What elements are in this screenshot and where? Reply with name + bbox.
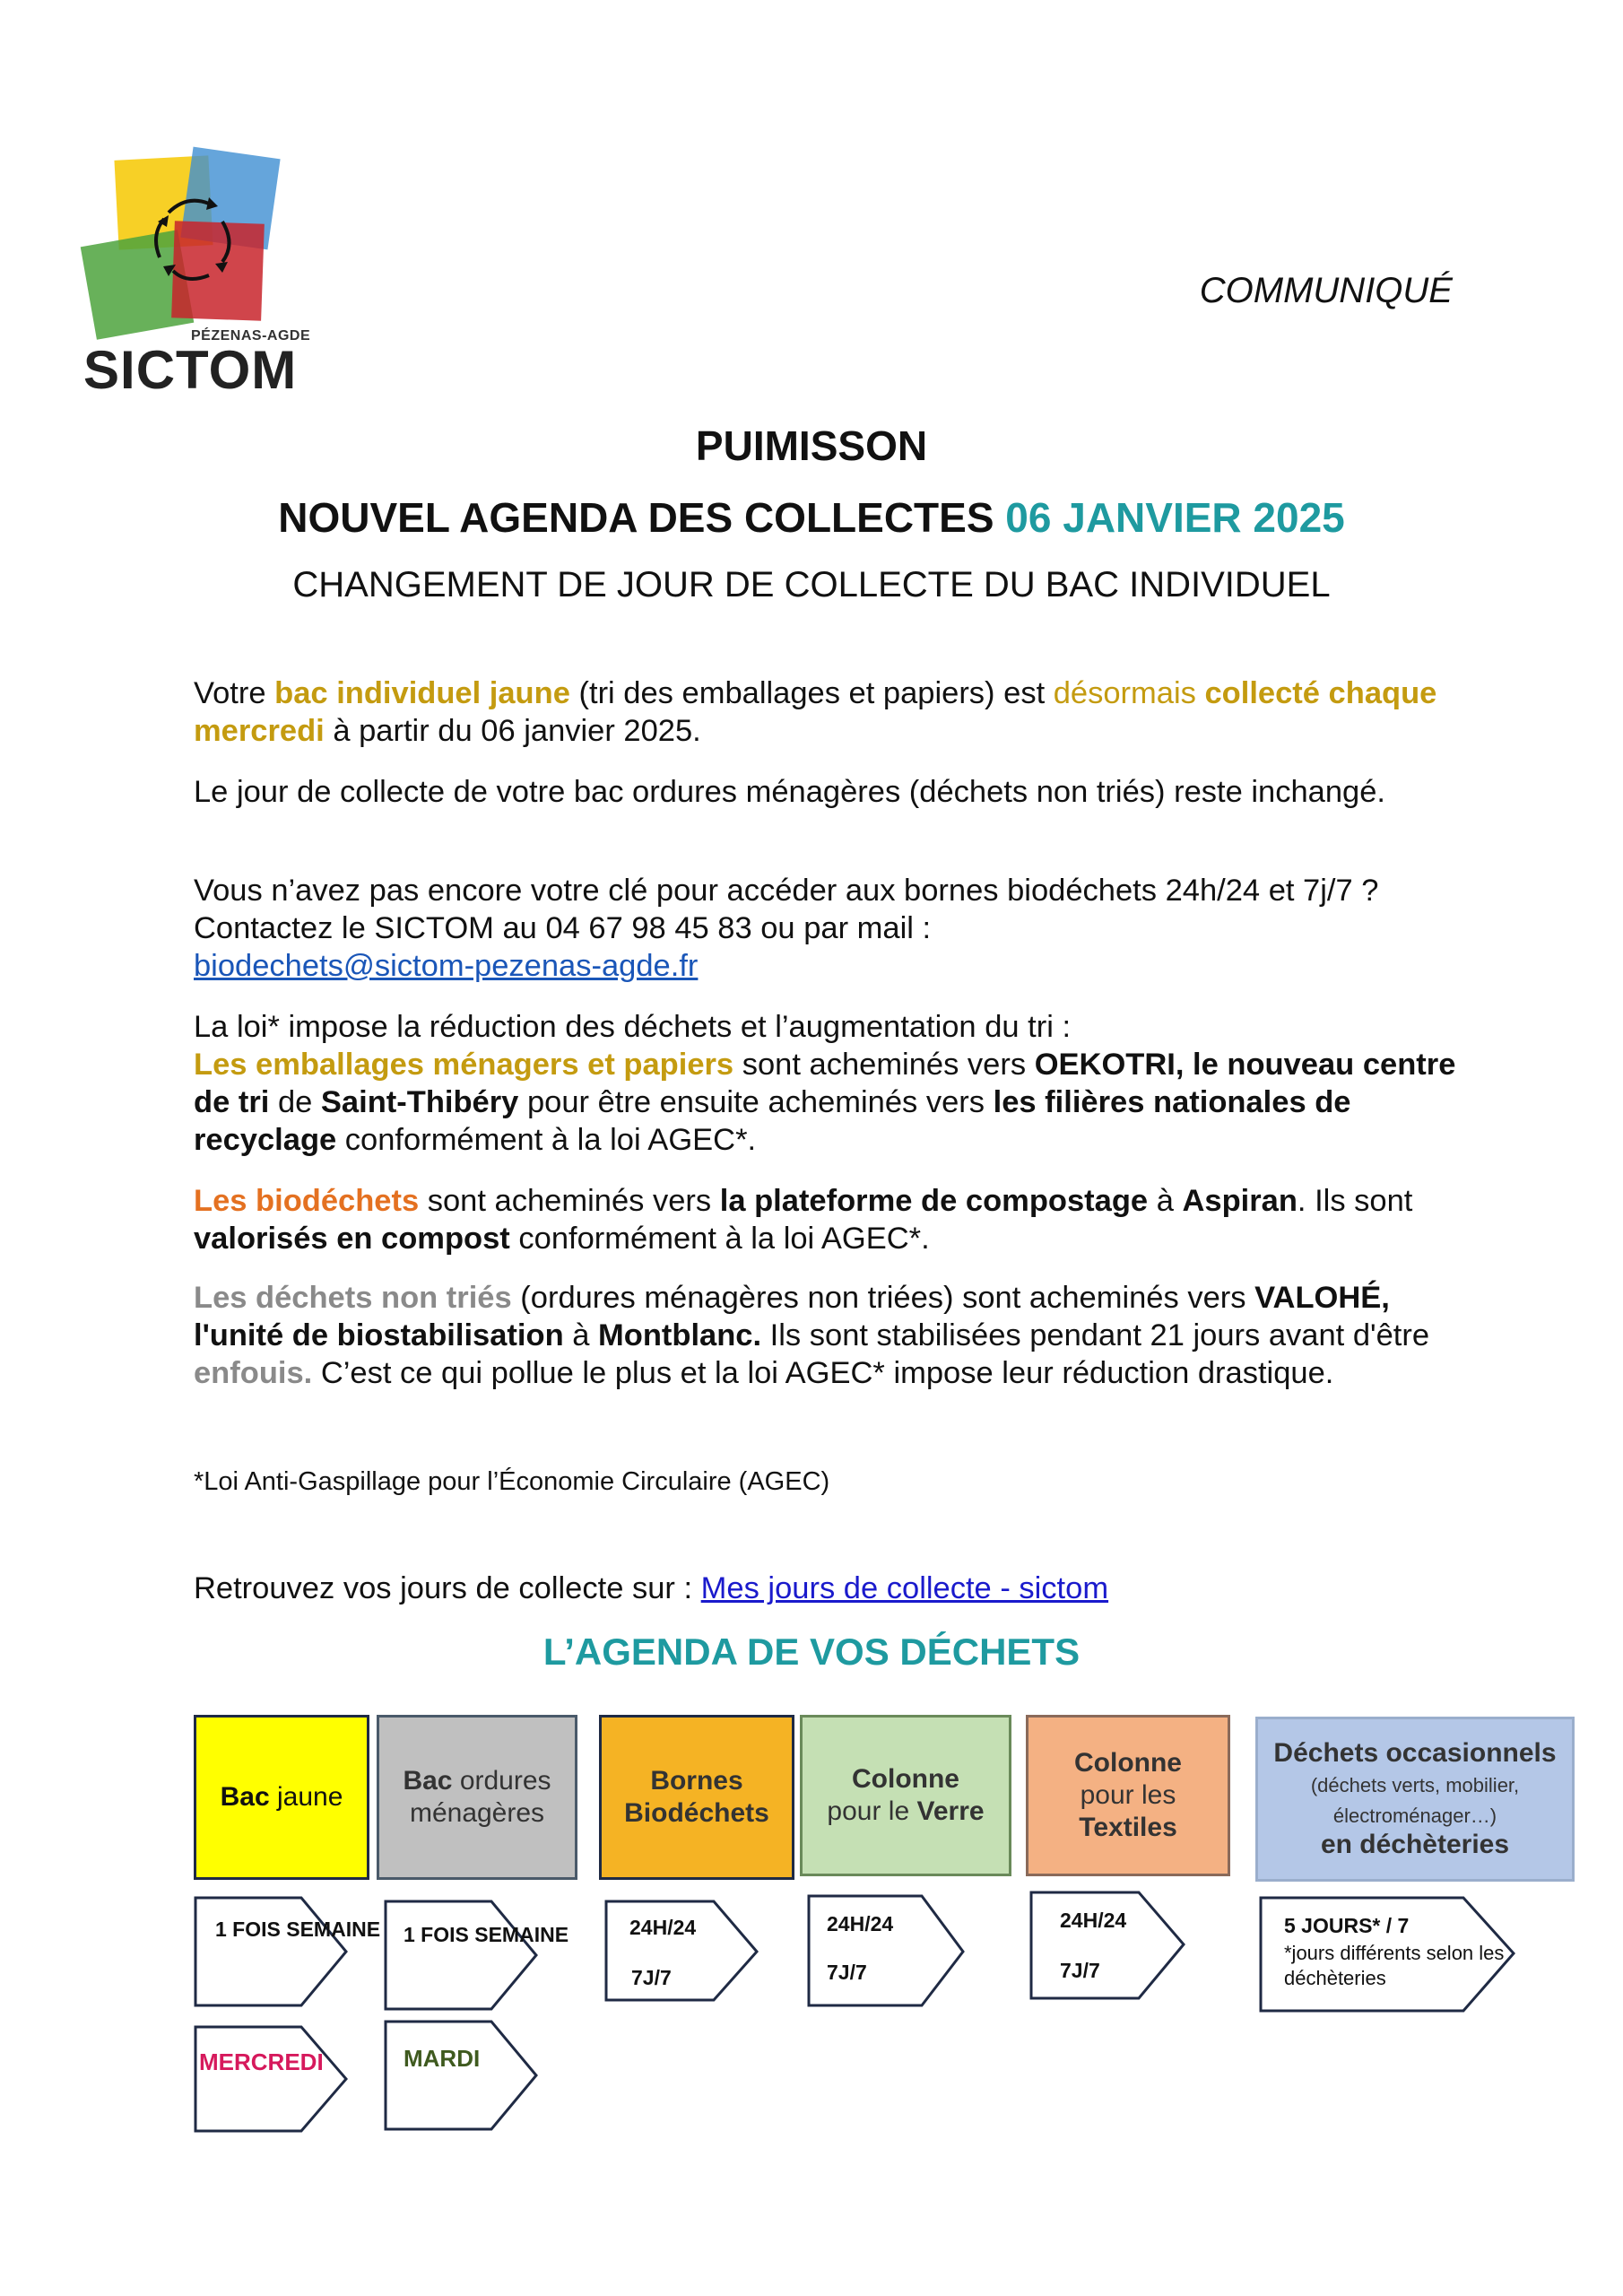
cat-textile-bold2: Textiles xyxy=(1079,1813,1177,1842)
cat-verre-bold2: Verre xyxy=(916,1796,985,1826)
p1-text: à partir du 06 janvier 2025. xyxy=(324,714,701,748)
tag-bio-days: 7J/7 xyxy=(631,1966,672,1989)
p6-text: (ordures ménagères non triées) sont acheminés vers xyxy=(511,1281,1255,1315)
email-link[interactable]: biodechets@sictom-pezenas-agde.fr xyxy=(194,949,699,983)
recycle-arrows-icon xyxy=(133,172,258,298)
p5-text: à xyxy=(1148,1184,1183,1218)
p3-text: Vous n’avez pas encore votre clé pour accéder aux bornes biodéchets 24h/24 et 7j/7 ? Contactez le SICTOM au 04 67 98 45 83 ou par mail : xyxy=(194,874,1379,945)
tag-bio-hours: 24H/24 xyxy=(629,1916,697,1939)
tag-jaune-frequency: 1 FOIS SEMAINE xyxy=(215,1918,381,1941)
p4-text: pour être ensuite acheminés vers xyxy=(518,1085,994,1119)
agenda-title: L’AGENDA DE VOS DÉCHETS xyxy=(542,1631,1081,1673)
tag-verre-hours: 24H/24 xyxy=(827,1912,894,1935)
p1-text: Votre xyxy=(194,676,275,710)
p5-compost: valorisés en compost xyxy=(194,1222,510,1256)
p4-text: de xyxy=(269,1085,321,1119)
p2-text: Le jour de collecte de votre bac ordures ménagères (déchets non triés) reste inchangé. xyxy=(194,775,1386,809)
change-subtitle: CHANGEMENT DE JOUR DE COLLECTE DU BAC INDIVIDUEL xyxy=(292,565,1331,604)
category-bac-jaune xyxy=(194,1715,369,1880)
p4-text: conformément à la loi AGEC*. xyxy=(336,1123,757,1157)
p4-text: sont acheminés vers xyxy=(733,1048,1035,1082)
p1-bac-jaune: bac individuel jaune xyxy=(274,676,570,710)
tag-verre-days: 7J/7 xyxy=(827,1961,867,1984)
city-title: PUIMISSON xyxy=(695,422,928,469)
retrouvez-text: Retrouvez vos jours de collecte sur : xyxy=(194,1571,701,1605)
p6-valohe: VALOHÉ, l'unité de biostabilisation xyxy=(194,1281,1390,1352)
collecte-link[interactable]: Mes jours de collecte - sictom xyxy=(700,1571,1109,1605)
cat-dechet-bold2: en déchèteries xyxy=(1320,1830,1510,1859)
tag-om-frequency: 1 FOIS SEMAINE xyxy=(404,1923,569,1946)
p1-text: (tri des emballages et papiers) est xyxy=(569,676,1054,710)
logo-subtitle: PÉZENAS-AGDE xyxy=(191,328,311,344)
cat-jaune-bold: Bac xyxy=(220,1782,270,1812)
logo-name: SICTOM xyxy=(83,340,298,400)
p4-text: La loi* impose la réduction des déchets et l’augmentation du tri : xyxy=(194,1010,1072,1044)
p6-text: Ils sont stabilisées pendant 21 jours avant d'être xyxy=(761,1318,1430,1352)
p1-collecte: collecté chaque mercredi xyxy=(194,676,1437,748)
agenda-heading xyxy=(0,493,1623,542)
paragraph-non-tries xyxy=(194,1279,1467,1392)
tag-arrow-shape xyxy=(384,1900,538,2011)
category-bornes-biodechets xyxy=(599,1715,794,1880)
p5-text: conformément à la loi AGEC*. xyxy=(509,1222,930,1256)
cat-verre-text: pour le xyxy=(827,1796,917,1826)
category-colonne-verre xyxy=(800,1715,1011,1876)
p5-text: sont acheminés vers xyxy=(419,1184,720,1218)
tag-jaune-day: MERCREDI xyxy=(199,2048,324,2075)
category-bac-ordures xyxy=(377,1715,577,1880)
category-colonne-textiles xyxy=(1026,1715,1230,1876)
p5-plateforme: la plateforme de compostage xyxy=(719,1184,1149,1218)
paragraph-biodechets xyxy=(194,1182,1467,1257)
p6-montblanc: Montblanc. xyxy=(598,1318,762,1352)
paragraph-bac-jaune xyxy=(194,674,1467,750)
paragraph-loi xyxy=(194,1008,1467,1159)
footnote-agec: *Loi Anti-Gaspillage pour l’Économie Circulaire (AGEC) xyxy=(194,1467,830,1496)
cat-textile-text: pour les xyxy=(1080,1780,1176,1810)
p6-non-tries: Les déchets non triés xyxy=(194,1281,512,1315)
tag-textile-hours: 24H/24 xyxy=(1060,1909,1127,1932)
category-dechets-occasionnels xyxy=(1255,1717,1575,1882)
tag-textile-days: 7J/7 xyxy=(1060,1959,1100,1982)
agenda-heading-date: 06 JANVIER 2025 xyxy=(1005,494,1345,541)
tag-dechet-days: 5 JOURS* / 7 xyxy=(1284,1914,1410,1937)
sictom-logo xyxy=(79,152,330,413)
p6-text: C’est ce qui pollue le plus et la loi AGEC* impose leur réduction drastique. xyxy=(312,1356,1334,1390)
p4-filieres: les filières nationales de recyclage xyxy=(194,1085,1351,1157)
p1-desormais: désormais xyxy=(1053,676,1196,710)
cat-dechet-bold: Déchets occasionnels xyxy=(1273,1738,1557,1768)
p6-text: à xyxy=(563,1318,599,1352)
p5-aspiran: Aspiran xyxy=(1182,1184,1298,1218)
p4-saint-thibery: Saint-Thibéry xyxy=(320,1085,519,1119)
p4-oekotri: OEKOTRI, le nouveau centre de tri xyxy=(194,1048,1456,1119)
p5-text: . Ils sont xyxy=(1297,1184,1413,1218)
p5-biodechets: Les biodéchets xyxy=(194,1184,420,1218)
tag-arrow-shape xyxy=(384,2020,538,2131)
tag-arrow-shape xyxy=(194,2025,348,2133)
cat-textile-bold: Colonne xyxy=(1074,1748,1182,1778)
agenda-heading-prefix: NOUVEL AGENDA DES COLLECTES xyxy=(278,494,1006,541)
retrouvez-line xyxy=(194,1571,1108,1606)
p4-emballages: Les emballages ménagers et papiers xyxy=(194,1048,734,1082)
cat-dechet-text: (déchets verts, mobilier, électroménager…) xyxy=(1310,1774,1520,1827)
cat-verre-bold: Colonne xyxy=(852,1764,959,1794)
cat-bio-bold: Bornes Biodéchets xyxy=(624,1766,769,1828)
cat-om-text: ordures ménagères xyxy=(409,1766,551,1828)
tag-arrow-shape xyxy=(194,1896,348,2007)
paragraph-ordures xyxy=(194,773,1467,811)
p6-enfouis: enfouis. xyxy=(194,1356,313,1390)
tag-om-day: MARDI xyxy=(404,2045,481,2072)
tag-dechet-note: *jours différents selon les déchèteries xyxy=(1284,1942,1505,1989)
paragraph-cle xyxy=(194,872,1467,985)
cat-om-bold: Bac xyxy=(403,1766,453,1796)
communique-label: COMMUNIQUÉ xyxy=(1199,271,1453,310)
cat-jaune-text: jaune xyxy=(269,1782,343,1812)
